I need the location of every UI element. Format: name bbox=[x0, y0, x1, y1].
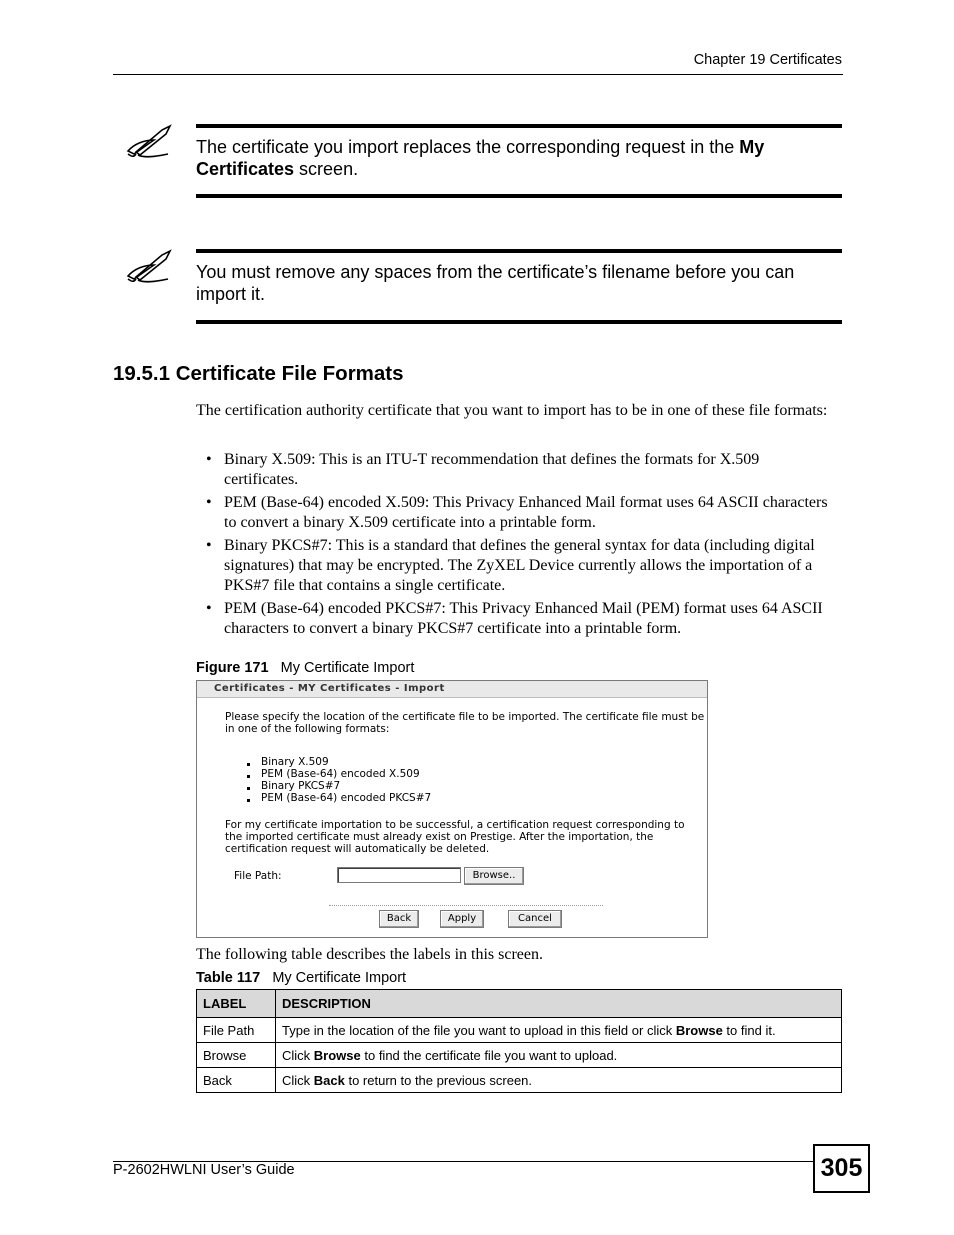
note-text-part: screen. bbox=[294, 159, 359, 179]
table-row bbox=[197, 1043, 842, 1068]
table-cell-label: Browse bbox=[197, 1043, 276, 1068]
import-info-text: For my certificate importation to be successful, a certification request corresponding to the imported certificate must already exist on Prestige. After the importation, the certification request will automatically be deleted. bbox=[225, 819, 685, 855]
list-item bbox=[196, 493, 836, 533]
bullet-icon: • bbox=[206, 600, 212, 617]
cell-bold-term: Back bbox=[313, 1072, 345, 1088]
table-label: Table 117 bbox=[196, 970, 261, 986]
note-text-part: The certificate you import replaces the corresponding request in the bbox=[196, 137, 740, 157]
guide-title: P-2602HWLNI User’s Guide bbox=[113, 1162, 295, 1178]
header-rule bbox=[113, 74, 843, 75]
table-row bbox=[197, 1068, 842, 1093]
list-item bbox=[196, 599, 836, 639]
note-bold-term: My Certificates bbox=[196, 137, 765, 179]
table-row bbox=[197, 1018, 842, 1043]
column-header-description: DESCRIPTION bbox=[276, 990, 842, 1018]
list-item-text: Binary X.509 bbox=[261, 756, 329, 768]
table-caption bbox=[196, 970, 406, 986]
table-cell-description bbox=[276, 1068, 842, 1093]
cell-bold-term: Browse bbox=[675, 1022, 723, 1038]
table-intro: The following table describes the labels in this screen. bbox=[196, 946, 544, 963]
table-cell-description bbox=[276, 1043, 842, 1068]
cancel-button[interactable]: Cancel bbox=[508, 910, 562, 928]
apply-button[interactable]: Apply bbox=[440, 910, 484, 928]
note-box bbox=[196, 249, 842, 324]
note-text: You must remove any spaces from the certificate’s filename before you can import it. bbox=[196, 262, 795, 304]
cell-text: Click bbox=[282, 1047, 314, 1063]
page-number: 305 bbox=[813, 1144, 870, 1193]
table-header-row bbox=[197, 990, 842, 1018]
list-item bbox=[196, 450, 836, 490]
bullet-icon bbox=[247, 775, 250, 778]
figure-caption-text: My Certificate Import bbox=[280, 660, 415, 676]
bullet-icon: • bbox=[206, 494, 212, 511]
file-path-label: File Path: bbox=[234, 870, 282, 882]
labels-table bbox=[196, 989, 842, 1093]
list-item bbox=[245, 768, 431, 780]
list-item bbox=[245, 780, 431, 792]
format-list bbox=[196, 450, 836, 642]
table-cell-description bbox=[276, 1018, 842, 1043]
section-intro: The certification authority certificate that you want to import has to be in one of these file formats: bbox=[196, 402, 828, 419]
screen-title-bar: Certificates - MY Certificates - Import bbox=[197, 681, 707, 698]
cell-text: to find the certificate file you want to upload. bbox=[360, 1047, 618, 1063]
bullet-icon bbox=[247, 763, 250, 766]
back-button[interactable]: Back bbox=[379, 910, 419, 928]
cell-text: to find it. bbox=[722, 1022, 776, 1038]
bullet-icon bbox=[247, 787, 250, 790]
list-item-text: Binary X.509: This is an ITU-T recommendation that defines the formats for X.509 certificates. bbox=[224, 451, 760, 488]
list-item-text: PEM (Base-64) encoded PKCS#7 bbox=[261, 792, 432, 804]
note-text bbox=[196, 128, 842, 180]
running-header: Chapter 19 Certificates bbox=[693, 52, 842, 68]
certificate-import-screenshot bbox=[196, 680, 708, 938]
divider bbox=[329, 905, 603, 906]
bullet-icon: • bbox=[206, 537, 212, 554]
pencil-note-icon bbox=[124, 249, 176, 287]
table-cell-label: Back bbox=[197, 1068, 276, 1093]
list-item-text: PEM (Base-64) encoded X.509 bbox=[261, 768, 420, 780]
cell-text: to return to the previous screen. bbox=[344, 1072, 533, 1088]
list-item bbox=[196, 536, 836, 596]
pencil-note-icon bbox=[124, 124, 176, 162]
format-options-list bbox=[245, 756, 431, 804]
figure-label: Figure 171 bbox=[196, 660, 269, 676]
section-title: 19.5.1 Certificate File Formats bbox=[113, 362, 404, 385]
bullet-icon: • bbox=[206, 451, 212, 468]
bullet-icon bbox=[247, 799, 250, 802]
list-item bbox=[245, 792, 431, 804]
column-header-label: LABEL bbox=[197, 990, 276, 1018]
list-item-text: Binary PKCS#7: This is a standard that defines the general syntax for data (including digital signatures) that may be encrypted. The ZyXEL Device currently allows the importation of a PKS#7 file that contains a single certificate. bbox=[224, 537, 815, 594]
table-caption-text: My Certificate Import bbox=[272, 970, 407, 986]
list-item-text: PEM (Base-64) encoded PKCS#7: This Privacy Enhanced Mail (PEM) format uses 64 ASCII characters to convert a binary PKCS#7 certificate into a printable form. bbox=[224, 600, 823, 637]
file-path-input[interactable] bbox=[337, 867, 461, 883]
import-instructions: Please specify the location of the certificate file to be imported. The certificate file must be in one of the following formats: bbox=[225, 711, 705, 735]
table-cell-label: File Path bbox=[197, 1018, 276, 1043]
list-item bbox=[245, 756, 431, 768]
list-item-text: PEM (Base-64) encoded X.509: This Privacy Enhanced Mail format uses 64 ASCII characters to convert a binary X.509 certificate into a printable form. bbox=[224, 494, 828, 531]
figure-caption bbox=[196, 660, 414, 676]
list-item-text: Binary PKCS#7 bbox=[261, 780, 341, 792]
cell-bold-term: Browse bbox=[313, 1047, 361, 1063]
note-box bbox=[196, 124, 842, 198]
cell-text: Click bbox=[282, 1072, 314, 1088]
cell-text: Type in the location of the file you want to upload in this field or click bbox=[282, 1022, 676, 1038]
browse-button[interactable]: Browse.. bbox=[464, 867, 524, 885]
